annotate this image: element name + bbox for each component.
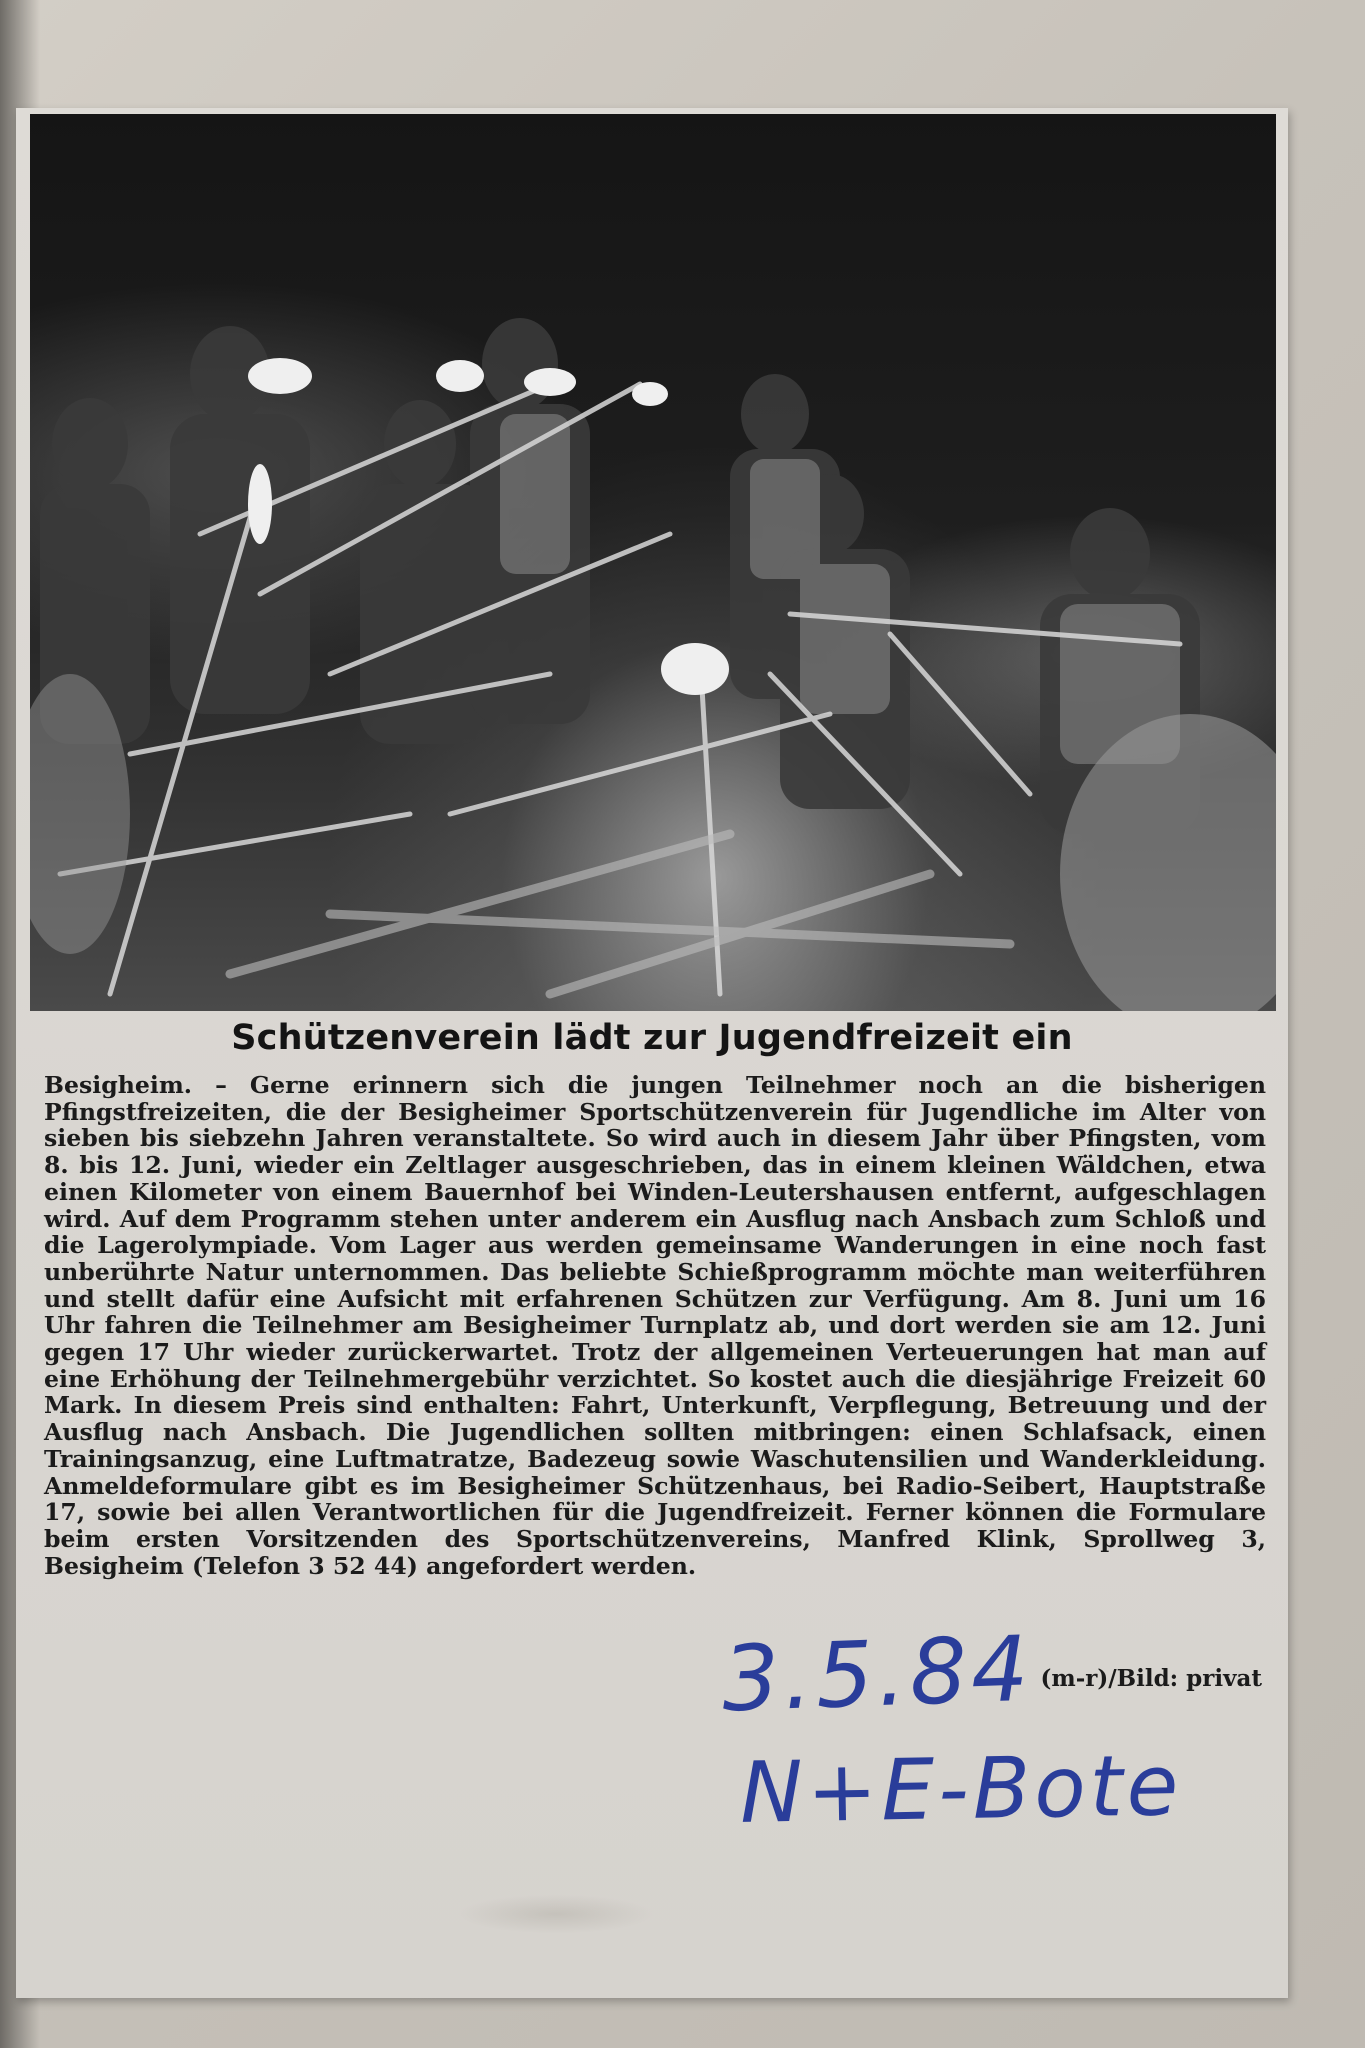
- article-headline: Schützenverein lädt zur Jugendfreizeit ein: [231, 1018, 1073, 1058]
- article-photo: [30, 114, 1276, 1011]
- article-body-text: – Gerne erinnern sich die jungen Teilnehmer noch an die bisherigen Pfingstfreizeiten, die der Besigheimer Sportschützenverein für Jugendliche im Alter von sieben bis siebzehn Jahren veranstaltete. So wird auch in diesem Jahr über Pfingsten, vom 8. bis 12. Juni, wieder ein Zeltlager ausgeschrieben, das in einem kleinen Wäldchen, etwa einen Kilometer von einem Bauernhof bei Winden-Leutershausen entfernt, aufgeschlagen wird. Auf dem Programm stehen unter anderem ein Ausflug nach Ansbach zum Schloß und die Lagerolympiade. Vom Lager aus werden gemeinsame Wanderungen in eine noch fast unberührte Natur unternommen. Das beliebte Schießprogramm möchte man weiterführen und stellt dafür eine Aufsicht mit erfahrenen Schützen zur Verfügung. Am 8. Juni um 16 Uhr fahren die Teilnehmer am Besigheimer Turnplatz ab, und dort werden sie am 12. Juni gegen 17 Uhr wieder zurückerwartet. Trotz der allgemeinen Verteuerungen hat man auf eine Erhöhung der Teilnehmergebühr verzichtet. So kostet auch die diesjährige Freizeit 60 Mark. In diesem Preis sind enthalten: Fahrt, Unterkunft, Verpflegung, Betreuung und der Ausflug nach Ansbach. Die Jugendlichen sollten mitbringen: einen Schlafsack, einen Trainingsanzug, eine Luftmatratze, Badezeug sowie Waschutensilien und Wanderkleidung. Anmeldeformulare gibt es im Besigheimer Schützenhaus, bei Radio-Seibert, Hauptstraße 17, sowie bei allen Verantwortlichen für die Jugendfreizeit. Ferner können die Formulare beim ersten Vorsitzenden des Sportschützenvereins, Manfred Klink, Sprollweg 3, Besigheim (Telefon 3 52 44) angefordert werden.: [44, 1071, 1266, 1580]
- handwritten-date: 3.5.84: [720, 1616, 1035, 1733]
- newspaper-clipping: [16, 108, 1288, 1998]
- handwritten-source: N+E-Bote: [739, 1736, 1184, 1842]
- article-dateline: Besigheim.: [44, 1071, 193, 1099]
- photo-credit: (m-r)/Bild: privat: [1040, 1665, 1262, 1692]
- article-body: [44, 1072, 1266, 1579]
- campfire-scene-drawing: [30, 114, 1276, 1011]
- paper-stain: [456, 1894, 656, 1934]
